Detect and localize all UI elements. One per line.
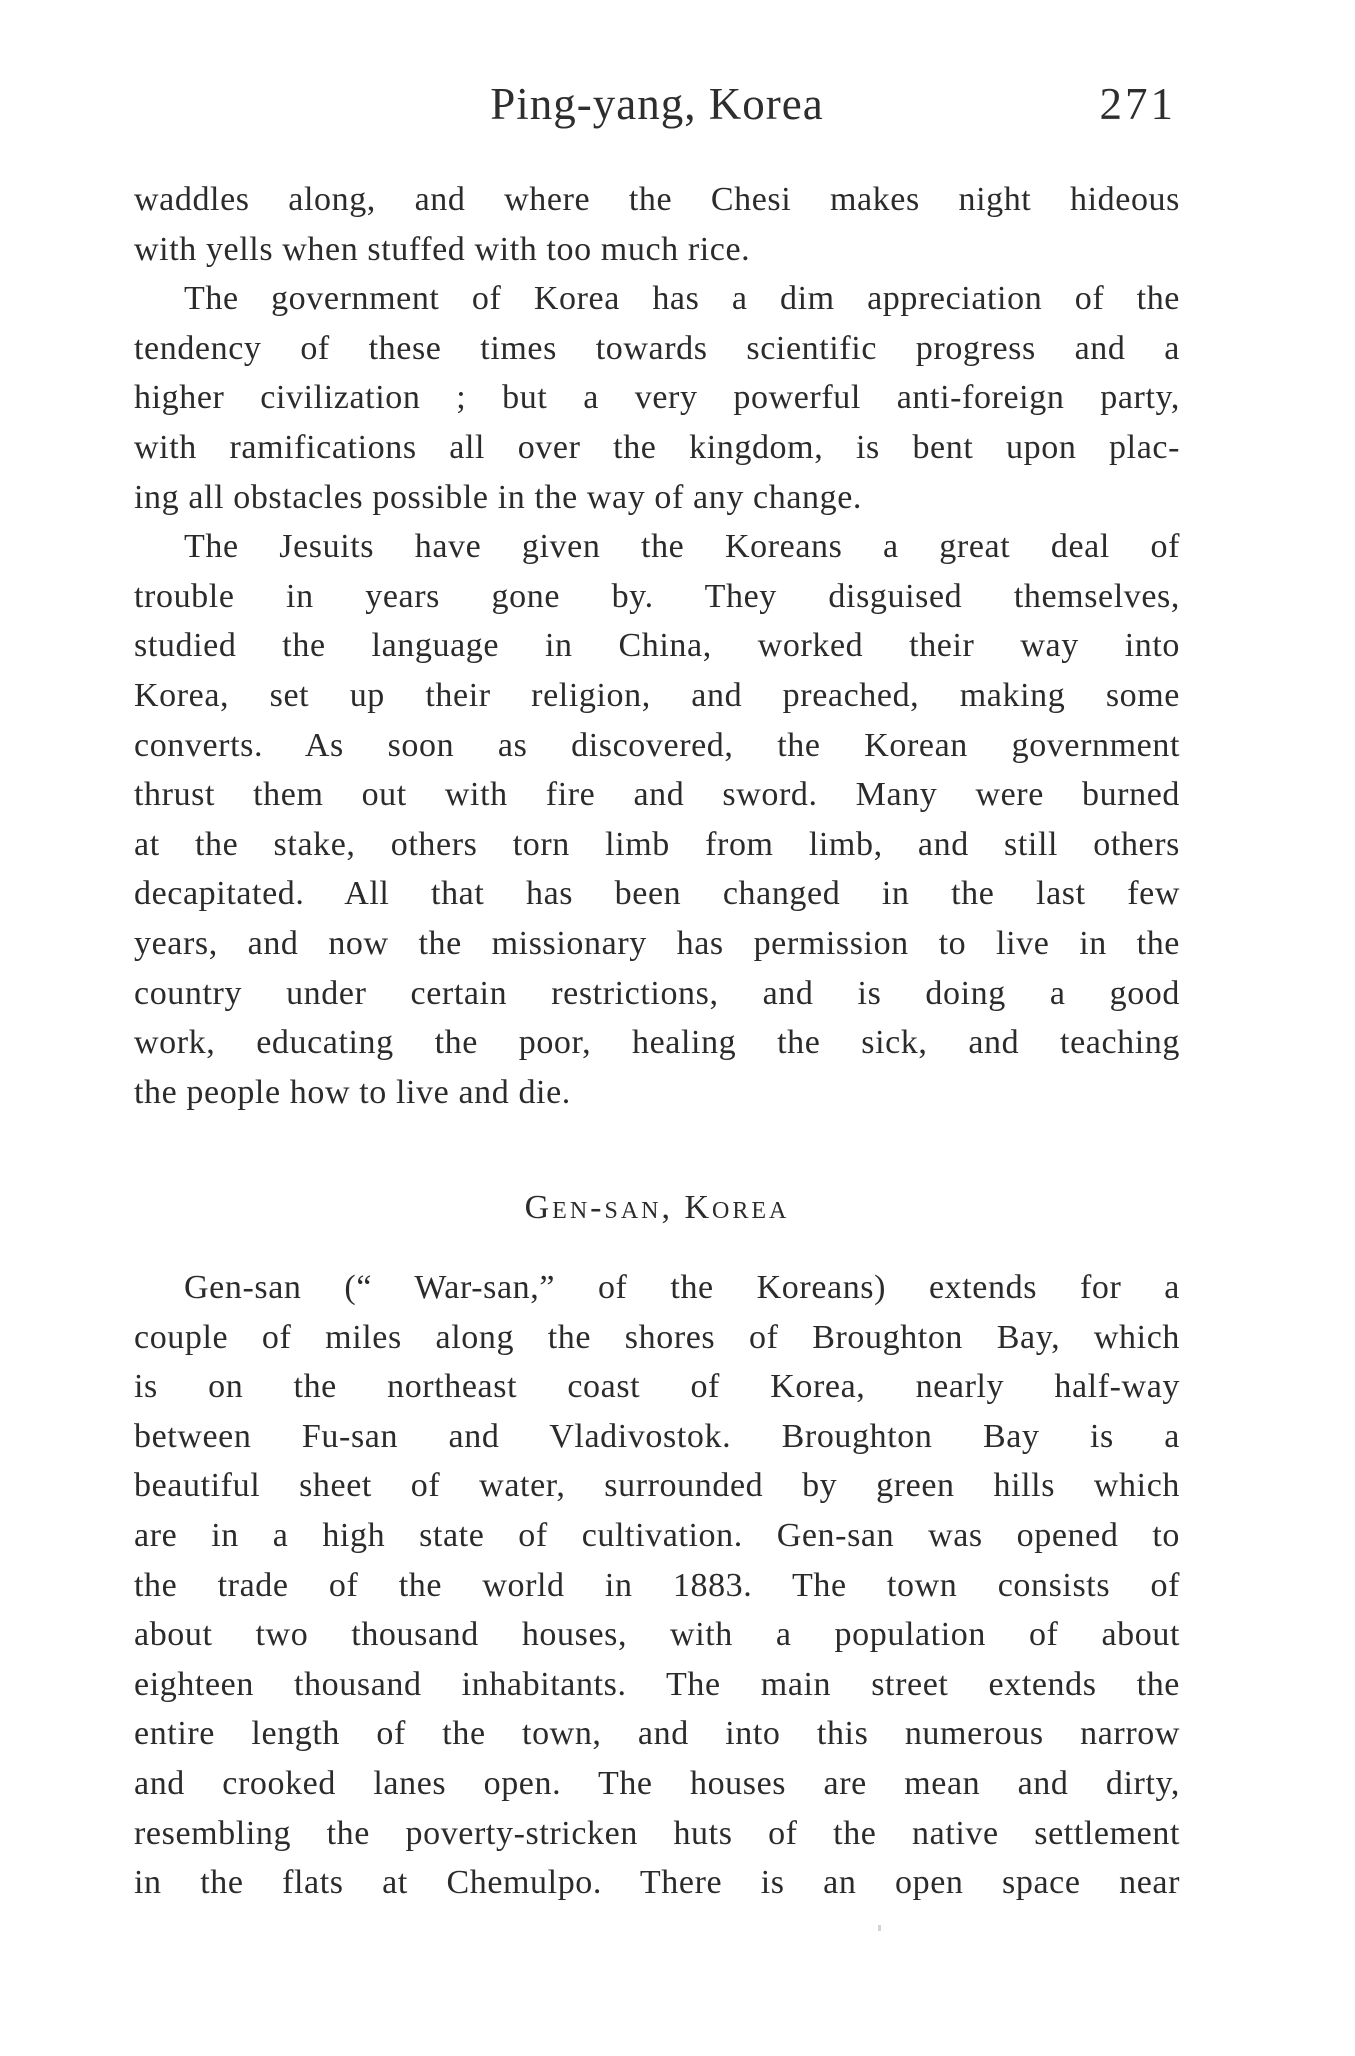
paper-speck (878, 1925, 881, 1931)
text-line: country under certain restrictions, and is doing a good (134, 974, 1180, 1012)
text-line: decapitated. All that has been changed in the last few (134, 875, 1180, 913)
running-head (134, 78, 1180, 138)
text-line: resembling the poverty-stricken huts of the native settlement (134, 1814, 1180, 1852)
section-heading: Gen-san, Korea (524, 1189, 790, 1226)
text-line: higher civilization ; but a very powerful anti-foreign party, (134, 379, 1180, 417)
text-line: between Fu-san and Vladivostok. Broughton Bay is a (134, 1417, 1180, 1455)
text-line: Korea, set up their religion, and preached, making some (134, 676, 1180, 714)
text-line: are in a high state of cultivation. Gen-san was opened to (134, 1516, 1180, 1554)
text-line: about two thousand houses, with a population of about (134, 1616, 1180, 1654)
text-line: work, educating the poor, healing the sick, and teaching (134, 1024, 1180, 1062)
text-line: at the stake, others torn limb from limb, and still others (134, 825, 1180, 863)
page-number: 271 (1099, 79, 1176, 129)
paragraph-block-gen-san (134, 1263, 1180, 1908)
text-line: the people how to live and die. (134, 1073, 571, 1111)
text-line: The government of Korea has a dim appreciation of the (184, 280, 1180, 318)
text-line: years, and now the missionary has permission to live in the (134, 924, 1180, 962)
text-line: thrust them out with fire and sword. Many were burned (134, 776, 1180, 814)
text-line: beautiful sheet of water, surrounded by green hills which (134, 1467, 1180, 1505)
text-line: entire length of the town, and into this numerous narrow (134, 1715, 1180, 1753)
text-line: waddles along, and where the Chesi makes night hideous (134, 181, 1180, 218)
running-title: Ping-yang, Korea (490, 79, 824, 129)
text-line: The Jesuits have given the Koreans a great deal of (184, 528, 1180, 566)
text-line: the trade of the world in 1883. The town consists of (134, 1566, 1180, 1604)
text-line: Gen-san (“ War-san,” of the Koreans) extends for a (184, 1269, 1180, 1306)
text-line: in the flats at Chemulpo. There is an open space near (134, 1864, 1180, 1902)
text-line: with yells when stuffed with too much rice. (134, 230, 751, 268)
text-line: couple of miles along the shores of Broughton Bay, which (134, 1318, 1180, 1356)
text-line: studied the language in China, worked their way into (134, 627, 1180, 665)
text-line: and crooked lanes open. The houses are mean and dirty, (134, 1764, 1180, 1802)
text-line: ing all obstacles possible in the way of any change. (134, 478, 863, 516)
text-line: trouble in years gone by. They disguised themselves, (134, 577, 1180, 615)
text-line: with ramifications all over the kingdom, is bent upon plac- (134, 428, 1180, 466)
text-line: tendency of these times towards scientific progress and a (134, 329, 1180, 367)
text-line: eighteen thousand inhabitants. The main street extends the (134, 1665, 1180, 1703)
text-line: converts. As soon as discovered, the Korean government (134, 726, 1180, 764)
text-line: is on the northeast coast of Korea, nearly half-way (134, 1368, 1180, 1406)
paragraph-block-ping-yang (134, 175, 1180, 1117)
